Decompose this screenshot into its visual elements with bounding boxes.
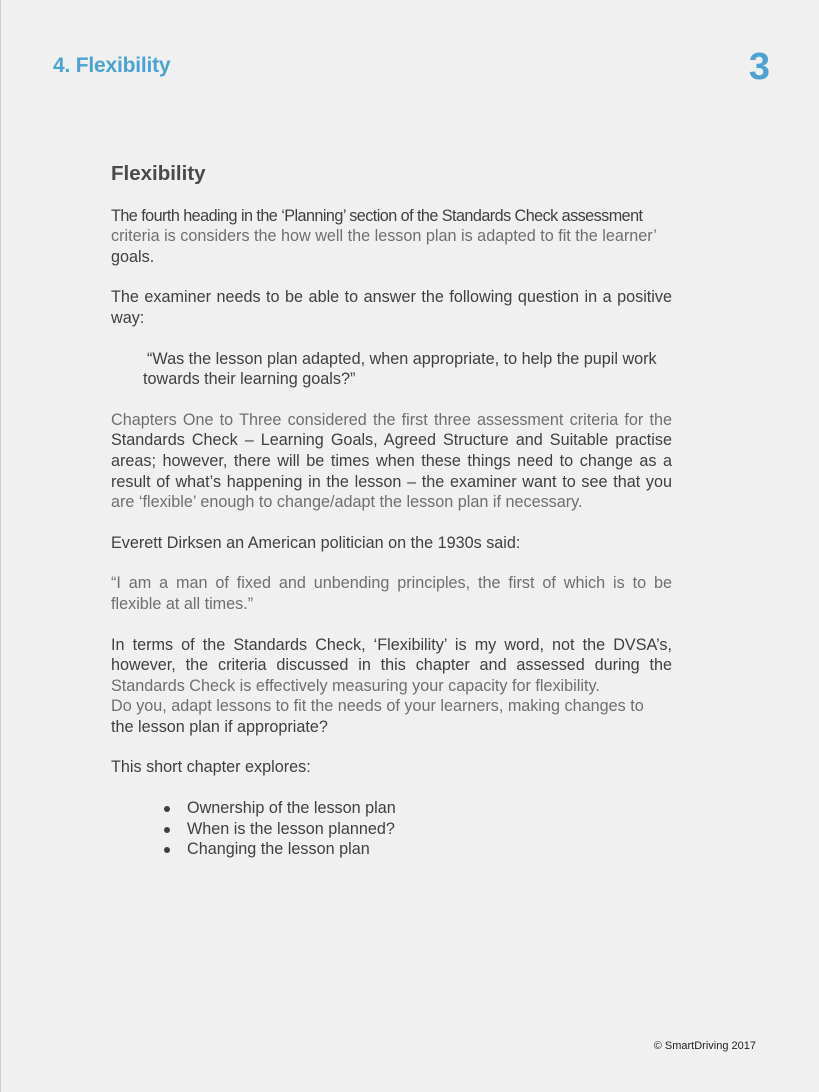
list-item: Changing the lesson plan	[187, 839, 672, 860]
flexibility-line-2: Standards Check is effectively measuring your capacity for flexibility.	[111, 676, 600, 695]
list-item: Ownership of the lesson plan	[187, 798, 672, 819]
copyright-footer: © SmartDriving 2017	[653, 1040, 756, 1052]
intro-paragraph	[111, 206, 672, 268]
question-quote: “Was the lesson plan adapted, when appropriate, to help the pupil work towards their learning goals?”	[143, 349, 657, 389]
page-edge	[0, 0, 1, 1092]
topics-list	[111, 798, 672, 860]
examiner-paragraph: The examiner needs to be able to answer the following question in a positive way:	[111, 288, 672, 327]
main-content	[111, 164, 672, 860]
dirksen-quote: “I am a man of fixed and unbending principles, the first of which is to be flexible at all times.”	[111, 574, 672, 613]
chapters-line-1: Chapters One to Three considered the first three assessment criteria for the	[111, 410, 672, 429]
intro-line-1: The fourth heading in the ‘Planning’ section of the Standards Check assessment	[111, 206, 643, 225]
intro-line-3: goals.	[111, 247, 155, 266]
flexibility-paragraph	[111, 635, 672, 738]
explores-paragraph: This short chapter explores:	[111, 758, 311, 777]
intro-line-2: criteria is considers the how well the lesson plan is adapted to fit the learner’	[111, 227, 657, 246]
chapters-line-2: Standards Check – Learning Goals, Agreed Structure and Suitable practise areas; however, there will be times when these things need to change as a result of what’s happening in the lesson – the examiner want to see that you	[111, 431, 672, 491]
chapters-line-3: are ‘flexible’ enough to change/adapt the lesson plan if necessary.	[111, 493, 583, 512]
flexibility-line-4: the lesson plan if appropriate?	[111, 717, 328, 736]
section-title: Flexibility	[111, 162, 206, 185]
chapter-heading: 4. Flexibility	[53, 54, 171, 77]
chapter-number: 3	[748, 46, 770, 88]
chapters-paragraph	[111, 410, 672, 513]
flexibility-line-1: In terms of the Standards Check, ‘Flexibility’ is my word, not the DVSA’s, however, the criteria discussed in this chapter and assessed during the	[111, 635, 672, 675]
flexibility-line-3: Do you, adapt lessons to fit the needs of your learners, making changes to	[111, 697, 644, 716]
dirksen-paragraph: Everett Dirksen an American politician on the 1930s said:	[111, 533, 521, 552]
list-item: When is the lesson planned?	[187, 819, 672, 840]
